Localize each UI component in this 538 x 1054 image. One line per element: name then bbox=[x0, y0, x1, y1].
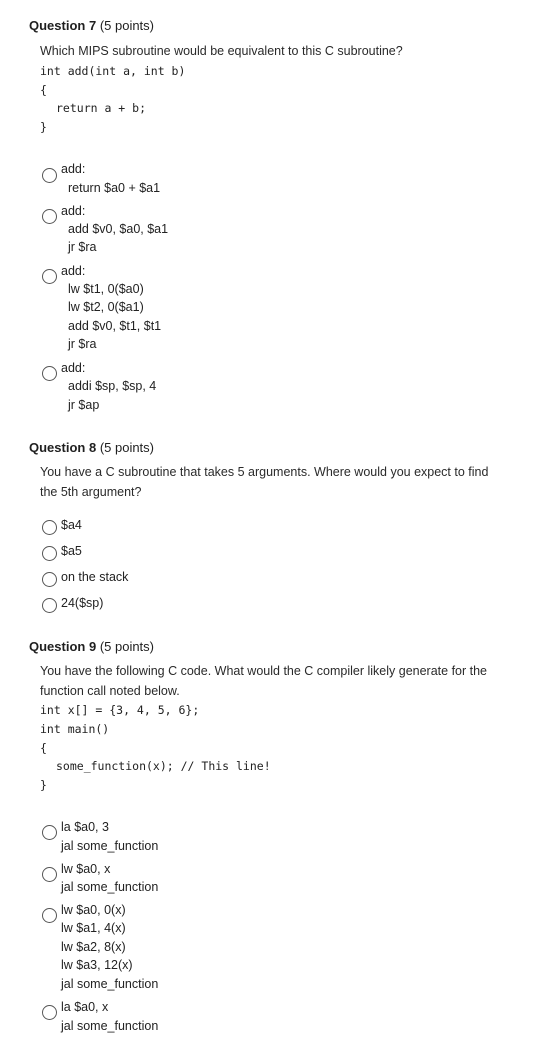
question-number: Question 8 bbox=[29, 440, 97, 455]
question-points: (5 points) bbox=[99, 639, 155, 654]
q8-option-3-label[interactable]: on the stack bbox=[61, 570, 129, 584]
question-8-prompt: the 5th argument? bbox=[40, 485, 142, 499]
q8-option-1-radio[interactable] bbox=[42, 520, 57, 535]
q8-option-1-label[interactable]: $a4 bbox=[61, 518, 82, 532]
code-line: { bbox=[40, 741, 47, 755]
code-line: some_function(x); // This line! bbox=[56, 759, 271, 773]
code-line: return a + b; bbox=[56, 101, 147, 115]
option-code-line: jr $ap bbox=[68, 398, 100, 412]
option-code-line: lw $a2, 8(x) bbox=[61, 940, 126, 954]
option-code-line: jr $ra bbox=[68, 337, 97, 351]
code-line: int x[] = {3, 4, 5, 6}; bbox=[40, 703, 200, 717]
q7-option-4-label[interactable]: add: bbox=[61, 361, 86, 375]
q7-option-4-radio[interactable] bbox=[42, 366, 57, 381]
q9-option-3-radio[interactable] bbox=[42, 908, 57, 923]
code-line: { bbox=[40, 83, 47, 97]
q7-option-3-radio[interactable] bbox=[42, 269, 57, 284]
question-8-title bbox=[29, 440, 154, 455]
code-line: int add(int a, int b) bbox=[40, 64, 186, 78]
q7-option-1-label[interactable]: add: bbox=[61, 162, 86, 176]
option-code-line: add $v0, $a0, $a1 bbox=[68, 222, 169, 236]
question-7-title bbox=[29, 18, 154, 33]
code-line: int main() bbox=[40, 722, 110, 736]
q9-option-3-label[interactable]: lw $a0, 0(x) bbox=[61, 903, 126, 917]
q7-option-1-radio[interactable] bbox=[42, 168, 57, 183]
question-9-prompt: function call noted below. bbox=[40, 684, 180, 698]
option-code-line: add $v0, $t1, $t1 bbox=[68, 319, 162, 333]
question-number: Question 7 bbox=[29, 18, 97, 33]
q9-option-1-label[interactable]: la $a0, 3 bbox=[61, 820, 109, 834]
option-code-line: lw $t2, 0($a1) bbox=[68, 300, 144, 314]
option-code-line: lw $a3, 12(x) bbox=[61, 958, 133, 972]
q9-option-2-label[interactable]: lw $a0, x bbox=[61, 862, 111, 876]
option-code-line: jr $ra bbox=[68, 240, 97, 254]
option-code-line: jal some_function bbox=[61, 839, 159, 853]
option-code-line: lw $a1, 4(x) bbox=[61, 921, 126, 935]
q7-option-2-label[interactable]: add: bbox=[61, 204, 86, 218]
question-9-title bbox=[29, 639, 154, 654]
code-line: } bbox=[40, 120, 47, 134]
question-8-prompt: You have a C subroutine that takes 5 arguments. Where would you expect to find bbox=[40, 465, 489, 479]
q9-option-4-label[interactable]: la $a0, x bbox=[61, 1000, 109, 1014]
q8-option-4-label[interactable]: 24($sp) bbox=[61, 596, 104, 610]
q9-option-2-radio[interactable] bbox=[42, 867, 57, 882]
option-code-line: jal some_function bbox=[61, 1019, 159, 1033]
option-code-line: return $a0 + $a1 bbox=[68, 181, 161, 195]
option-code-line: addi $sp, $sp, 4 bbox=[68, 379, 157, 393]
question-points: (5 points) bbox=[99, 440, 155, 455]
option-code-line: jal some_function bbox=[61, 880, 159, 894]
q7-option-2-radio[interactable] bbox=[42, 209, 57, 224]
q7-option-3-label[interactable]: add: bbox=[61, 264, 86, 278]
q8-option-2-label[interactable]: $a5 bbox=[61, 544, 82, 558]
option-code-line: lw $t1, 0($a0) bbox=[68, 282, 144, 296]
question-number: Question 9 bbox=[29, 639, 97, 654]
question-points: (5 points) bbox=[99, 18, 155, 33]
q8-option-4-radio[interactable] bbox=[42, 598, 57, 613]
option-code-line: jal some_function bbox=[61, 977, 159, 991]
question-7-prompt: Which MIPS subroutine would be equivalent to this C subroutine? bbox=[40, 44, 403, 58]
q9-option-1-radio[interactable] bbox=[42, 825, 57, 840]
q8-option-2-radio[interactable] bbox=[42, 546, 57, 561]
q9-option-4-radio[interactable] bbox=[42, 1005, 57, 1020]
q8-option-3-radio[interactable] bbox=[42, 572, 57, 587]
question-9-prompt: You have the following C code. What would the C compiler likely generate for the bbox=[40, 664, 488, 678]
code-line: } bbox=[40, 778, 47, 792]
